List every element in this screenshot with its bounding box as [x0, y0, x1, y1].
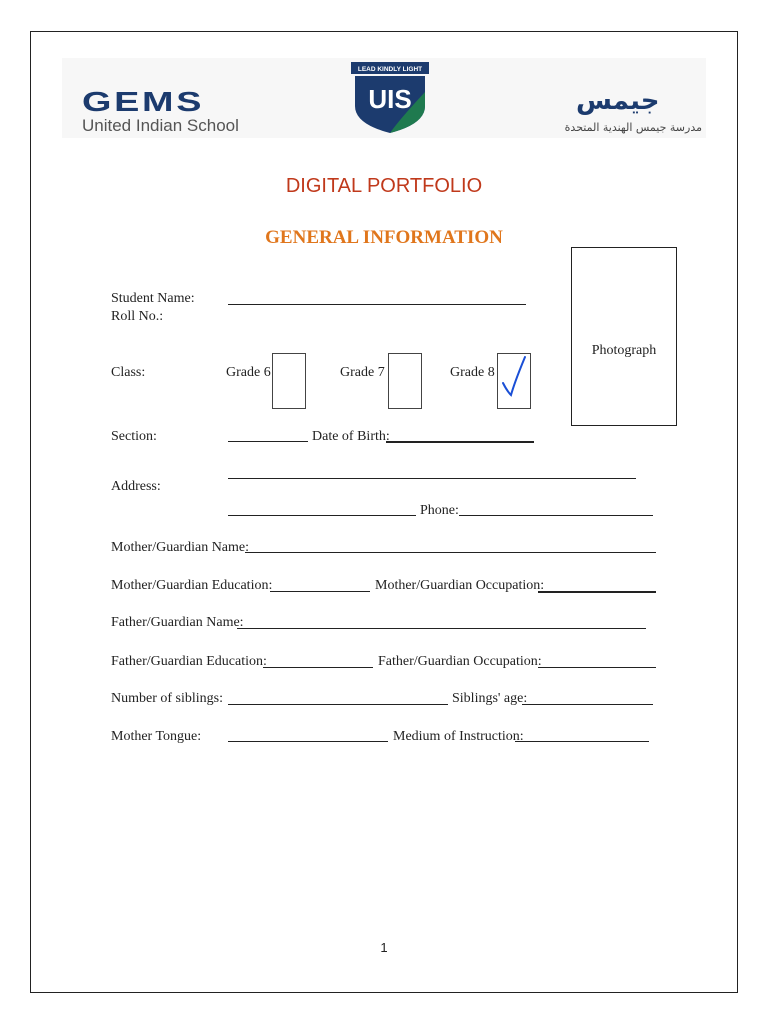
section-heading: GENERAL INFORMATION	[265, 227, 503, 248]
student-name-label: Student Name:	[111, 291, 195, 306]
checkmark-icon	[497, 353, 531, 409]
gems-logo-subtitle: United Indian School	[82, 116, 239, 135]
class-label: Class:	[111, 365, 146, 380]
father-occupation-field[interactable]	[538, 667, 656, 668]
siblings-label: Number of siblings:	[111, 691, 223, 706]
grade7-checkbox[interactable]	[388, 353, 422, 409]
crest-ribbon-text: LEAD KINDLY LIGHT	[357, 66, 423, 73]
grade8-label: Grade 8	[450, 365, 495, 380]
grade8-checkbox[interactable]	[497, 353, 531, 409]
page-number: 1	[380, 940, 388, 955]
father-education-field[interactable]	[263, 667, 373, 668]
father-education-label: Father/Guardian Education:	[111, 654, 267, 669]
siblings-age-label: Siblings' age:	[452, 691, 528, 706]
mother-tongue-label: Mother Tongue:	[111, 729, 202, 744]
medium-label: Medium of Instruction:	[393, 729, 524, 744]
address-field-line-2[interactable]	[228, 515, 416, 516]
grade7-label: Grade 7	[340, 365, 385, 380]
mother-name-field[interactable]	[245, 552, 656, 553]
grade6-checkbox[interactable]	[272, 353, 306, 409]
photograph-label: Photograph	[591, 343, 657, 358]
roll-no-label: Roll No.:	[111, 309, 164, 324]
mother-occupation-label: Mother/Guardian Occupation:	[375, 578, 545, 593]
father-name-label: Father/Guardian Name:	[111, 615, 244, 630]
uis-crest-logo	[349, 62, 431, 134]
medium-field[interactable]	[515, 741, 649, 742]
mother-name-label: Mother/Guardian Name:	[111, 540, 250, 555]
mother-occupation-field[interactable]	[538, 591, 656, 593]
grade6-label: Grade 6	[226, 365, 271, 380]
student-name-field[interactable]	[228, 304, 526, 305]
siblings-age-field[interactable]	[522, 704, 653, 705]
gems-arabic-logo-subtitle: مدرسة جيمس الهندية المتحدة	[564, 121, 702, 134]
crest-letters: UIS	[368, 84, 412, 114]
page-title: DIGITAL PORTFOLIO	[285, 175, 483, 197]
mother-education-label: Mother/Guardian Education:	[111, 578, 273, 593]
address-label: Address:	[111, 479, 161, 494]
address-field-line-1[interactable]	[228, 478, 636, 479]
dob-label: Date of Birth:	[312, 429, 390, 444]
photograph-box	[571, 247, 677, 426]
dob-field[interactable]	[386, 441, 534, 443]
phone-field[interactable]	[459, 515, 653, 516]
father-occupation-label: Father/Guardian Occupation:	[378, 654, 542, 669]
section-field[interactable]	[228, 441, 308, 442]
mother-education-field[interactable]	[270, 591, 370, 592]
phone-label: Phone:	[420, 503, 459, 518]
siblings-field[interactable]	[228, 704, 448, 705]
father-name-field[interactable]	[237, 628, 646, 629]
gems-logo-word: GEMS	[82, 86, 205, 117]
gems-arabic-logo-word: جيمس	[576, 86, 660, 116]
section-label: Section:	[111, 429, 157, 444]
mother-tongue-field[interactable]	[228, 741, 388, 742]
